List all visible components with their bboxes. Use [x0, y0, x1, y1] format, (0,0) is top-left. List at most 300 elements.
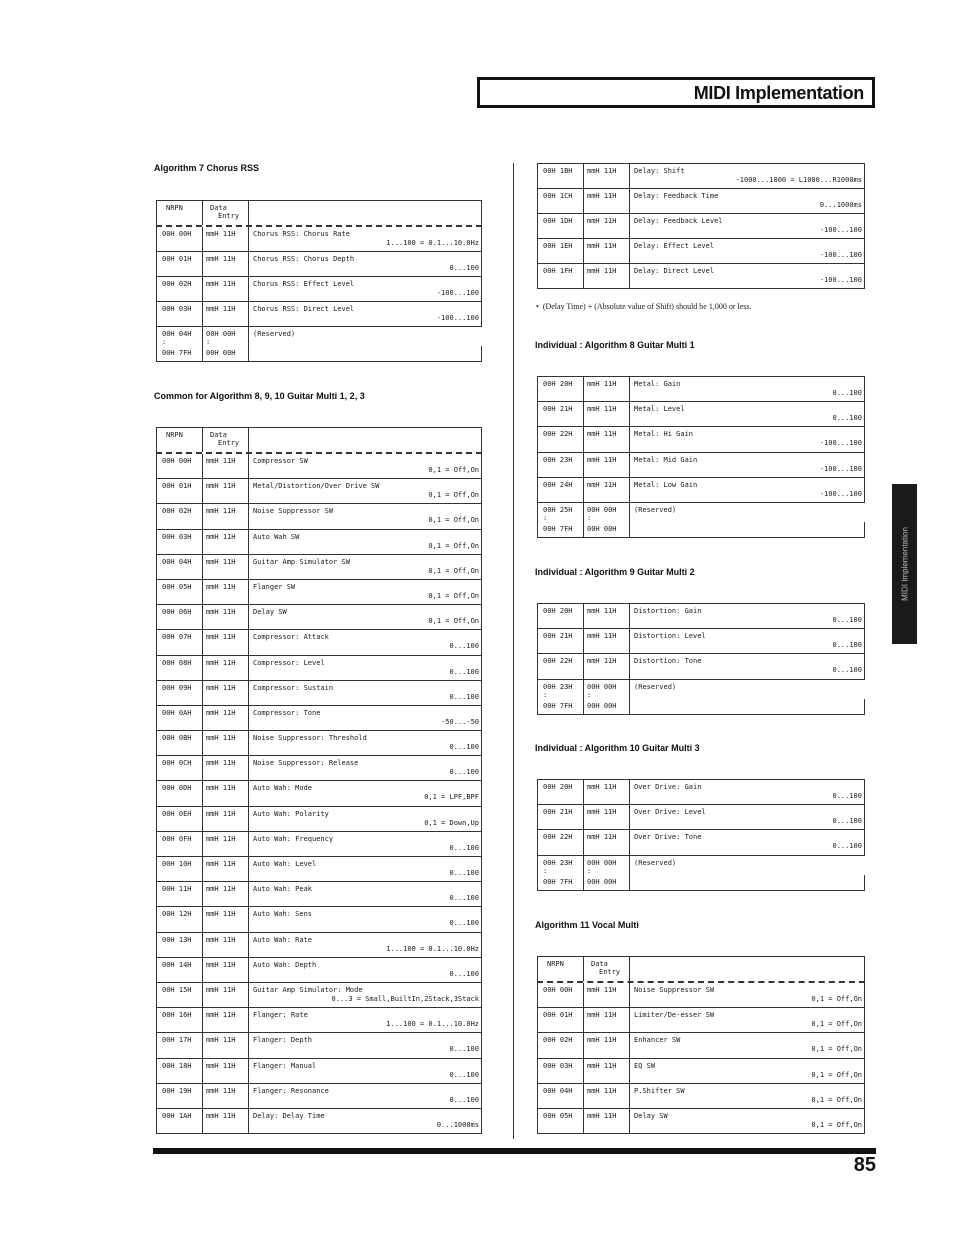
parameter-cell: Compressor SW [253, 457, 308, 465]
table-row [156, 1033, 482, 1058]
data-entry-cell: 00H 00H [206, 349, 236, 357]
table-row [156, 1084, 482, 1109]
data-entry-cell: mmH 11H [206, 608, 236, 617]
table-row [537, 875, 865, 891]
parameter-cell: Noise Suppressor: Threshold [253, 734, 367, 743]
data-entry-cell: 00H 00H [587, 682, 617, 691]
table-right-edge [864, 164, 865, 188]
data-entry-cell: 00H 00H [206, 330, 236, 338]
table-left-edge [156, 832, 157, 856]
value-cell: 0,1 = Off,On [811, 1070, 862, 1079]
table-left-edge [156, 882, 157, 906]
column-rule [202, 857, 203, 881]
column-rule [583, 830, 584, 854]
data-entry-cell: mmH 11H [206, 860, 236, 868]
table-row [537, 264, 865, 289]
column-rule [583, 1008, 584, 1032]
table-right-edge [481, 857, 482, 881]
column-rule [248, 530, 249, 554]
table-right-edge [864, 699, 865, 714]
table-header [156, 427, 482, 452]
parameter-cell: Over Drive: Gain [634, 783, 702, 791]
table-right-edge [481, 983, 482, 1007]
value-cell: 0,1 = Down,Up [424, 818, 479, 827]
table-left-edge [537, 453, 538, 477]
data-entry-cell: mmH 11H [206, 910, 236, 919]
table-left-edge [537, 780, 538, 804]
column-rule [202, 580, 203, 604]
table-right-edge [481, 530, 482, 554]
table-row [156, 933, 482, 958]
data-entry-cell: mmH 11H [587, 1111, 617, 1120]
table-left-edge [156, 201, 157, 225]
data-entry-cell: mmH 11H [206, 834, 236, 843]
nrpn-cell: 00H 05H [162, 582, 192, 591]
data-entry-cell: mmH 11H [587, 657, 617, 666]
table-left-edge [537, 189, 538, 213]
table-right-edge [481, 832, 482, 856]
column-rule [629, 604, 630, 628]
value-cell: 0,1 = Off,On [428, 541, 479, 550]
data-entry-cell: 00H 00H [587, 858, 617, 867]
data-entry-cell: mmH 11H [206, 1086, 236, 1095]
column-rule [202, 882, 203, 906]
table-right-edge [864, 957, 865, 981]
nrpn-cell: 00H 03H [162, 532, 192, 541]
column-rule [629, 780, 630, 804]
value-cell: -100...100 [819, 489, 862, 498]
nrpn-cell: 00H 10H [162, 860, 192, 868]
table-header [537, 956, 865, 981]
table-row [156, 454, 482, 479]
range-ellipsis: : [587, 866, 592, 875]
value-cell: 0...100 [449, 1095, 479, 1104]
data-entry-cell: mmH 11H [206, 633, 236, 642]
column-rule [629, 983, 630, 1007]
alg9-title: Individual : Algorithm 9 Guitar Multi 2 [535, 567, 695, 577]
data-entry-cell: mmH 11H [587, 986, 617, 994]
parameter-cell: P.Shifter SW [634, 1086, 685, 1095]
parameter-cell: (Reserved) [634, 858, 677, 867]
column-rule [248, 781, 249, 805]
table-left-edge [156, 781, 157, 805]
table-left-edge [537, 377, 538, 401]
column-rule [629, 164, 630, 188]
nrpn-cell: 00H 7FH [543, 524, 573, 533]
column-rule [202, 454, 203, 478]
value-cell: -1000...1000 = L1000...R1000ms [735, 176, 862, 184]
column-rule [629, 1033, 630, 1057]
column-rule [202, 630, 203, 654]
nrpn-cell: 00H 0EH [162, 809, 192, 818]
nrpn-cell: 00H 00H [162, 230, 192, 238]
nrpn-cell: 00H 08H [162, 658, 192, 667]
parameter-cell: Auto Wah: Polarity [253, 809, 329, 818]
column-rule [583, 402, 584, 426]
column-rule [629, 478, 630, 502]
parameter-cell: Flanger: Depth [253, 1036, 313, 1045]
table-row [537, 453, 865, 478]
table-row [537, 402, 865, 427]
table-row [156, 656, 482, 681]
table-right-edge [481, 1033, 482, 1057]
table-left-edge [537, 604, 538, 628]
value-cell: 0...100 [449, 969, 479, 978]
table-row [537, 427, 865, 452]
column-rule [583, 522, 584, 537]
column-rule [202, 706, 203, 730]
table-right-edge [864, 453, 865, 477]
table-right-edge [864, 402, 865, 426]
table-left-edge [537, 1033, 538, 1057]
parameter-cell: Chorus RSS: Chorus Rate [253, 230, 350, 238]
column-rule [248, 706, 249, 730]
parameter-cell: Flanger SW [253, 582, 296, 591]
nrpn-cell: 00H 17H [162, 1036, 192, 1045]
column-rule [202, 504, 203, 528]
nrpn-cell: 00H 03H [543, 1061, 573, 1070]
value-cell: 1...100 = 0.1...10.0Hz [386, 239, 479, 247]
parameter-cell: Delay: Shift [634, 167, 685, 175]
table-right-edge [481, 454, 482, 478]
table-row [537, 830, 865, 855]
nrpn-cell: 00H 04H [162, 557, 192, 566]
table-right-edge [864, 805, 865, 829]
table-left-edge [537, 214, 538, 238]
nrpn-cell: 00H 0CH [162, 759, 192, 768]
nrpn-cell: 00H 23H [543, 455, 573, 464]
table-row [537, 522, 865, 538]
parameter-cell: Noise Suppressor SW [634, 986, 715, 994]
table-row [156, 1059, 482, 1084]
column-rule [629, 699, 630, 714]
range-ellipsis: : [543, 690, 548, 699]
value-cell: -100...100 [436, 314, 479, 322]
parameter-cell: Flanger: Resonance [253, 1086, 329, 1095]
table-row [156, 277, 482, 302]
column-rule [583, 1084, 584, 1108]
table-row [156, 907, 482, 932]
nrpn-cell: 00H 11H [162, 885, 192, 894]
table-right-edge [864, 478, 865, 502]
parameter-cell: Auto Wah: Mode [253, 784, 313, 793]
column-rule [248, 1084, 249, 1108]
column-rule [202, 933, 203, 957]
parameter-cell: Auto Wah: Peak [253, 885, 313, 894]
data-entry-cell: mmH 11H [206, 1061, 236, 1070]
nrpn-cell: 00H 22H [543, 430, 573, 439]
page-number: 85 [853, 1154, 876, 1176]
data-entry-cell: mmH 11H [206, 759, 236, 768]
column-rule [248, 807, 249, 831]
data-entry-cell: 00H 00H [587, 524, 617, 533]
column-rule [248, 983, 249, 1007]
table-right-edge [481, 882, 482, 906]
column-header-entry: Entry [218, 439, 240, 447]
table-row [156, 958, 482, 983]
column-rule [629, 680, 630, 699]
nrpn-cell: 00H 01H [543, 1011, 573, 1020]
nrpn-cell: 00H 1BH [543, 167, 573, 175]
table-right-edge [481, 277, 482, 301]
parameter-cell: Delay: Delay Time [253, 1111, 325, 1120]
column-rule [248, 882, 249, 906]
table-row [537, 604, 865, 629]
column-rule [583, 805, 584, 829]
parameter-cell: Distortion: Gain [634, 607, 702, 615]
column-rule [202, 983, 203, 1007]
value-cell: 1...100 = 0.1...10.0Hz [386, 944, 479, 953]
data-entry-cell: mmH 11H [206, 230, 236, 238]
value-cell: 0...100 [832, 414, 862, 423]
column-rule [583, 377, 584, 401]
range-ellipsis: : [543, 866, 548, 875]
column-rule [583, 856, 584, 875]
table-row [156, 983, 482, 1008]
table-left-edge [156, 530, 157, 554]
table-right-edge [481, 807, 482, 831]
table-right-edge [864, 830, 865, 854]
column-rule [202, 428, 203, 452]
parameter-cell: Distortion: Level [634, 632, 706, 641]
parameter-cell: (Reserved) [634, 682, 677, 691]
nrpn-cell: 00H 02H [543, 1036, 573, 1045]
table-row [537, 1033, 865, 1058]
parameter-cell: Delay: Feedback Time [634, 192, 719, 200]
value-cell: 0,1 = Off,On [428, 617, 479, 626]
table-right-edge [864, 214, 865, 238]
nrpn-cell: 00H 0FH [162, 834, 192, 843]
nrpn-cell: 00H 09H [162, 683, 192, 692]
column-rule [629, 830, 630, 854]
column-rule [583, 680, 584, 699]
table-row [537, 503, 865, 522]
table-left-edge [156, 346, 157, 361]
delay-continued-table [537, 163, 865, 289]
column-rule [202, 479, 203, 503]
column-rule [583, 1033, 584, 1057]
table-row [156, 781, 482, 806]
column-rule [248, 832, 249, 856]
value-cell: 0,1 = Off,On [811, 1095, 862, 1104]
data-entry-cell: mmH 11H [206, 784, 236, 793]
table-row [537, 478, 865, 503]
column-header-data: Data [210, 204, 227, 212]
column-rule [629, 875, 630, 890]
data-entry-cell: mmH 11H [587, 455, 617, 464]
column-header-nrpn: NRPN [166, 204, 183, 212]
column-rule [583, 699, 584, 714]
nrpn-cell: 00H 12H [162, 910, 192, 919]
data-entry-cell: mmH 11H [587, 480, 617, 489]
data-entry-cell: mmH 11H [206, 960, 236, 969]
column-rule [202, 302, 203, 326]
data-entry-cell: mmH 11H [206, 708, 236, 717]
side-tab [892, 484, 917, 644]
column-rule [202, 227, 203, 251]
column-rule [629, 402, 630, 426]
column-rule [202, 1059, 203, 1083]
nrpn-cell: 00H 19H [162, 1086, 192, 1095]
table-right-edge [481, 252, 482, 276]
table-left-edge [156, 1084, 157, 1108]
column-rule [629, 856, 630, 875]
table-row [156, 1008, 482, 1033]
column-rule [248, 277, 249, 301]
column-rule [629, 453, 630, 477]
column-header-data: Data [591, 960, 608, 968]
column-rule [583, 983, 584, 1007]
table-right-edge [481, 1059, 482, 1083]
column-rule [248, 1109, 249, 1133]
value-cell: 0...100 [832, 666, 862, 675]
parameter-cell: Delay SW [253, 608, 287, 617]
table-right-edge [481, 428, 482, 452]
value-cell: 0,1 = Off,On [428, 566, 479, 575]
column-rule [248, 428, 249, 452]
data-entry-cell: mmH 11H [587, 242, 617, 250]
value-cell: 0...100 [449, 768, 479, 777]
table-right-edge [864, 875, 865, 890]
table-left-edge [156, 958, 157, 982]
parameter-cell: Metal: Level [634, 405, 685, 414]
column-rule [202, 907, 203, 931]
range-ellipsis: : [587, 513, 592, 522]
table-left-edge [156, 656, 157, 680]
parameter-cell: Delay: Direct Level [634, 267, 715, 275]
table-left-edge [156, 731, 157, 755]
table-right-edge [864, 377, 865, 401]
table-row [156, 706, 482, 731]
data-entry-cell: mmH 11H [587, 380, 617, 388]
nrpn-cell: 00H 1CH [543, 192, 573, 200]
data-entry-cell: mmH 11H [206, 280, 236, 288]
data-entry-cell: mmH 11H [206, 809, 236, 818]
column-rule [202, 327, 203, 346]
data-entry-cell: mmH 11H [587, 1086, 617, 1095]
table-right-edge [864, 629, 865, 653]
data-entry-cell: 00H 00H [587, 505, 617, 514]
data-entry-cell: mmH 11H [206, 885, 236, 894]
value-cell: 0,1 = Off,On [428, 591, 479, 600]
data-entry-cell: mmH 11H [206, 507, 236, 516]
column-rule [583, 1059, 584, 1083]
table-header [156, 200, 482, 225]
nrpn-cell: 00H 13H [162, 935, 192, 944]
column-rule [248, 302, 249, 326]
value-cell: 0,1 = LPF,BPF [424, 793, 479, 802]
nrpn-cell: 00H 1EH [543, 242, 573, 250]
nrpn-cell: 00H 22H [543, 833, 573, 842]
parameter-cell: Metal: Gain [634, 380, 681, 388]
table-left-edge [537, 522, 538, 537]
table-left-edge [537, 503, 538, 522]
data-entry-cell: mmH 11H [206, 1111, 236, 1120]
column-rule [202, 201, 203, 225]
nrpn-cell: 00H 18H [162, 1061, 192, 1070]
parameter-cell: Noise Suppressor SW [253, 507, 334, 516]
column-rule [202, 958, 203, 982]
parameter-cell: Compressor: Level [253, 658, 325, 667]
value-cell: 0,1 = Off,On [811, 1020, 862, 1029]
parameter-cell: Guitar Amp Simulator SW [253, 557, 350, 566]
table-row [156, 630, 482, 655]
column-rule [583, 875, 584, 890]
data-entry-cell: mmH 11H [587, 1011, 617, 1020]
side-tab-label: MIDI Implementation [900, 527, 909, 601]
parameter-cell: Metal: Mid Gain [634, 455, 698, 464]
table-row [537, 1008, 865, 1033]
alg11-table [537, 956, 865, 1134]
column-rule [583, 164, 584, 188]
table-left-edge [537, 164, 538, 188]
column-rule [248, 907, 249, 931]
data-entry-cell: mmH 11H [206, 658, 236, 667]
table-row [156, 302, 482, 327]
page-header [477, 77, 875, 108]
nrpn-cell: 00H 04H [162, 330, 192, 338]
nrpn-cell: 00H 21H [543, 405, 573, 414]
table-left-edge [537, 699, 538, 714]
table-left-edge [156, 227, 157, 251]
column-rule [583, 957, 584, 981]
table-left-edge [537, 983, 538, 1007]
table-row [537, 377, 865, 402]
table-right-edge [481, 580, 482, 604]
nrpn-cell: 00H 1AH [162, 1111, 192, 1120]
table-right-edge [481, 479, 482, 503]
page-title: MIDI Implementation [693, 83, 864, 103]
parameter-cell: Delay: Feedback Level [634, 217, 723, 225]
column-rule [202, 731, 203, 755]
parameter-cell: Chorus RSS: Effect Level [253, 280, 355, 288]
nrpn-cell: 00H 23H [543, 858, 573, 867]
table-row [156, 681, 482, 706]
data-entry-cell: mmH 11H [587, 217, 617, 225]
value-cell: 0...1000ms [436, 1120, 479, 1129]
data-entry-cell: mmH 11H [587, 192, 617, 200]
value-cell: 0,1 = Off,On [811, 995, 862, 1003]
nrpn-cell: 00H 01H [162, 255, 192, 263]
table-right-edge [481, 1008, 482, 1032]
range-ellipsis: : [543, 513, 548, 522]
column-rule [248, 201, 249, 225]
table-left-edge [156, 302, 157, 326]
value-cell: 0...100 [449, 869, 479, 877]
value-cell: 0,1 = Off,On [811, 1045, 862, 1054]
nrpn-cell: 00H 16H [162, 1011, 192, 1020]
table-left-edge [156, 983, 157, 1007]
column-rule [629, 1059, 630, 1083]
table-left-edge [156, 580, 157, 604]
table-right-edge [481, 302, 482, 326]
table-row [156, 555, 482, 580]
data-entry-cell: mmH 11H [206, 457, 236, 465]
column-rule [248, 656, 249, 680]
value-cell: -100...100 [819, 226, 862, 234]
table-right-edge [481, 1084, 482, 1108]
nrpn-cell: 00H 01H [162, 482, 192, 491]
data-entry-cell: mmH 11H [206, 734, 236, 743]
column-rule [629, 214, 630, 238]
parameter-cell: Auto Wah SW [253, 532, 300, 541]
column-rule [248, 327, 249, 346]
column-rule [629, 805, 630, 829]
column-rule [202, 756, 203, 780]
data-entry-cell: mmH 11H [206, 1036, 236, 1045]
column-rule [629, 1008, 630, 1032]
data-entry-cell: mmH 11H [206, 985, 236, 994]
